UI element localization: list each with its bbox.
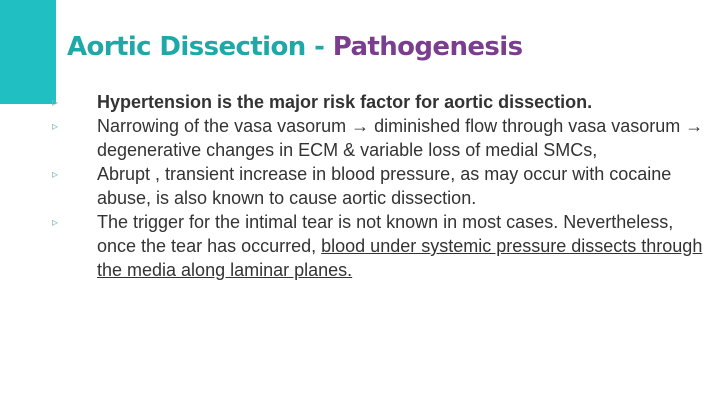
bullet-marker-icon: ▹ xyxy=(52,167,59,181)
bullet-text-3: Abrupt , transient increase in blood pressure, as may occur with cocaine abuse, is also known to cause aortic dissection. xyxy=(97,164,672,208)
bullet-item-1 xyxy=(52,90,712,114)
bullet-text-4-underlined: blood under systemic pressure dissects through the media along laminar planes. xyxy=(97,236,703,280)
bullet-marker-icon: ▹ xyxy=(52,95,59,109)
bullet-item-2 xyxy=(52,114,712,162)
slide-title xyxy=(67,32,522,62)
bullet-text-2: Narrowing of the vasa vasorum → diminished flow through vasa vasorum → degenerative changes in ECM & variable loss of medial SMCs, xyxy=(97,116,704,160)
title-part-pathogenesis: Pathogenesis xyxy=(332,32,523,62)
bullet-marker-icon: ▹ xyxy=(52,215,59,229)
bullet-text-4: The trigger for the intimal tear is not known in most cases. Nevertheless, once the tear has occurred, xyxy=(97,212,674,256)
bullet-item-3 xyxy=(52,162,712,210)
accent-bar xyxy=(0,0,56,104)
bullet-item-4 xyxy=(52,210,712,282)
bullet-list xyxy=(52,90,712,282)
bullet-marker-icon: ▹ xyxy=(52,119,59,133)
bullet-text-1: Hypertension is the major risk factor for aortic dissection. xyxy=(97,92,593,112)
title-part-aortic-dissection: Aortic Dissection - xyxy=(67,32,333,62)
